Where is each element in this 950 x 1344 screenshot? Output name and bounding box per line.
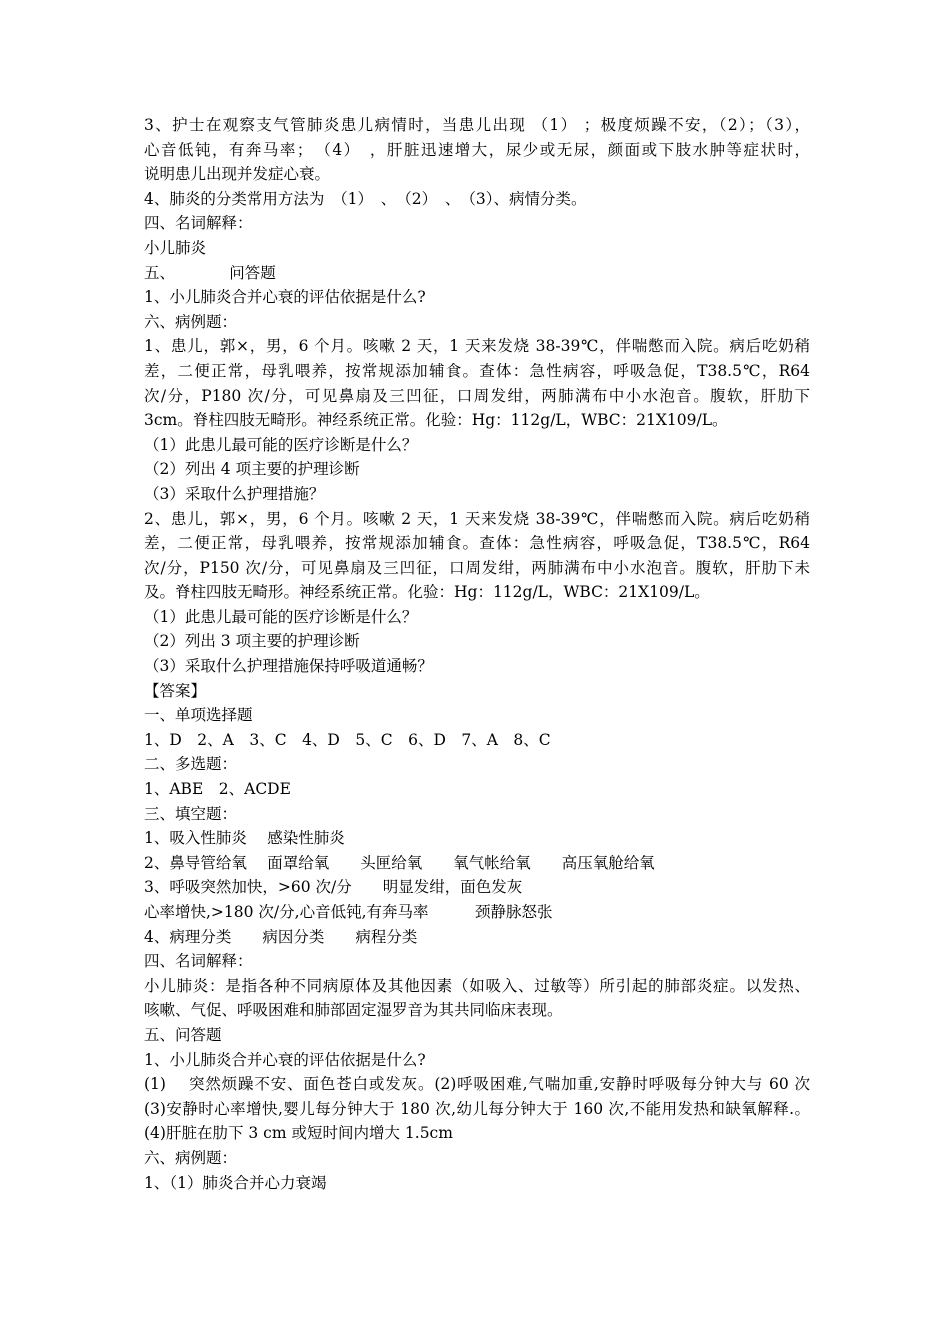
text-line: 说明患儿出现并发症心衰。 (144, 165, 331, 184)
text-line: （2）列出 3 项主要的护理诊断 (144, 632, 360, 651)
text-line: 4、肺炎的分类常用方法为 （1） 、 （2） 、 （3）、病情分类。 (144, 189, 587, 208)
section-heading: 五、 问答题 (144, 263, 276, 282)
text-line: 2、患儿，郭×，男，6 个月。咳嗽 2 天，1 天来发烧 38-39℃，伴喘憋而入院。病后吃奶稍 (144, 509, 810, 528)
section-heading: 四、名词解释： (144, 214, 253, 233)
section-heading: 二、多选题： (144, 755, 238, 774)
section-heading: 三、填空题： (144, 804, 238, 823)
text-line: 次/分，P180 次/分，可见鼻扇及三凹征，口周发绀，两肺满布中小水泡音。腹软，肝肋下 (144, 386, 810, 405)
text-line: 小儿肺炎：是指各种不同病原体及其他因素（如吸入、过敏等）所引起的肺部炎症。以发热、 (144, 976, 810, 995)
section-heading: 四、名词解释： (144, 952, 253, 971)
text-line: （3）采取什么护理措施保持呼吸道通畅？ (144, 657, 433, 676)
text-line: 及。脊柱四肢无畸形。神经系统正常。化验：Hg：112g/L，WBC：21X109/L。 (144, 583, 710, 602)
text-line: 次/分，P150 次/分，可见鼻扇及三凹征，口周发绀，两肺满布中小水泡音。腹软，肝肋下未 (144, 558, 810, 577)
text-line: 差，二便正常，母乳喂养，按常规添加辅食。查体：急性病容，呼吸急促，T38.5℃，R64 (144, 534, 810, 553)
text-line: 1、患儿，郭×，男，6 个月。咳嗽 2 天，1 天来发烧 38-39℃，伴喘憋而入院。病后吃奶稍 (144, 337, 810, 356)
text-line: 1、D 2、A 3、C 4、D 5、C 6、D 7、A 8、C (144, 730, 551, 749)
text-line: (1) 突然烦躁不安、面色苍白或发灰。(2)呼吸困难,气喘加重,安静时呼吸每分钟大与 60 次 (144, 1075, 810, 1094)
section-heading: 五、问答题 (144, 1025, 222, 1044)
text-line: 1、小儿肺炎合并心衰的评估依据是什么? (144, 1050, 426, 1069)
text-line: 心音低钝，有奔马率； （4） ，肝脏迅速增大，尿少或无尿，颜面或下肢水肿等症状时， (144, 140, 810, 159)
text-line: （3）采取什么护理措施？ (144, 484, 325, 503)
text-line: 1、ABE 2、ACDE (144, 780, 291, 799)
text-line: 1、（1）肺炎合并心力衰竭 (144, 1173, 327, 1192)
section-heading: 六、病例题： (144, 1148, 238, 1167)
text-line: 3cm。脊柱四肢无畸形。神经系统正常。化验：Hg：112g/L，WBC：21X109/L。 (144, 411, 728, 430)
text-line: （1）此患儿最可能的医疗诊断是什么？ (144, 607, 418, 626)
text-line: 2、鼻导管给氧 面罩给氧 头匣给氧 氧气帐给氧 高压氧舱给氧 (144, 853, 655, 872)
text-line: (4)肝脏在肋下 3 cm 或短时间内增大 1.5cm (144, 1124, 453, 1143)
text-line: 3、护士在观察支气管肺炎患儿病情时，当患儿出现 （1） ；极度烦躁不安，（2）；（3）， (144, 116, 810, 134)
section-heading: 一、单项选择题 (144, 706, 253, 725)
document-body (144, 113, 810, 1195)
section-heading: 【答案】 (144, 681, 207, 700)
text-line: 1、小儿肺炎合并心衰的评估依据是什么? (144, 288, 426, 307)
text-line: 差，二便正常，母乳喂养，按常规添加辅食。查体：急性病容，呼吸急促，T38.5℃，R64 (144, 361, 810, 380)
text-line: 心率增快,>180 次/分,心音低钝,有奔马率 颈静脉怒张 (144, 903, 553, 921)
text-line: 3、呼吸突然加快，>60 次/分 明显发绀，面色发灰 (144, 878, 523, 897)
text-line: (3)安静时心率增快,婴儿每分钟大于 180 次,幼儿每分钟大于 160 次,不能用发热和缺氧解释.。 (144, 1099, 810, 1118)
text-line: 小儿肺炎 (144, 238, 207, 257)
text-line: （1）此患儿最可能的医疗诊断是什么？ (144, 435, 418, 454)
text-line: （2）列出 4 项主要的护理诊断 (144, 460, 360, 479)
section-heading: 六、病例题： (144, 312, 238, 331)
text-line: 咳嗽、气促、呼吸困难和肺部固定湿罗音为其共同临床表现。 (144, 1001, 563, 1020)
text-line: 1、吸入性肺炎 感染性肺炎 (144, 829, 345, 848)
text-line: 4、病理分类 病因分类 病程分类 (144, 927, 418, 946)
